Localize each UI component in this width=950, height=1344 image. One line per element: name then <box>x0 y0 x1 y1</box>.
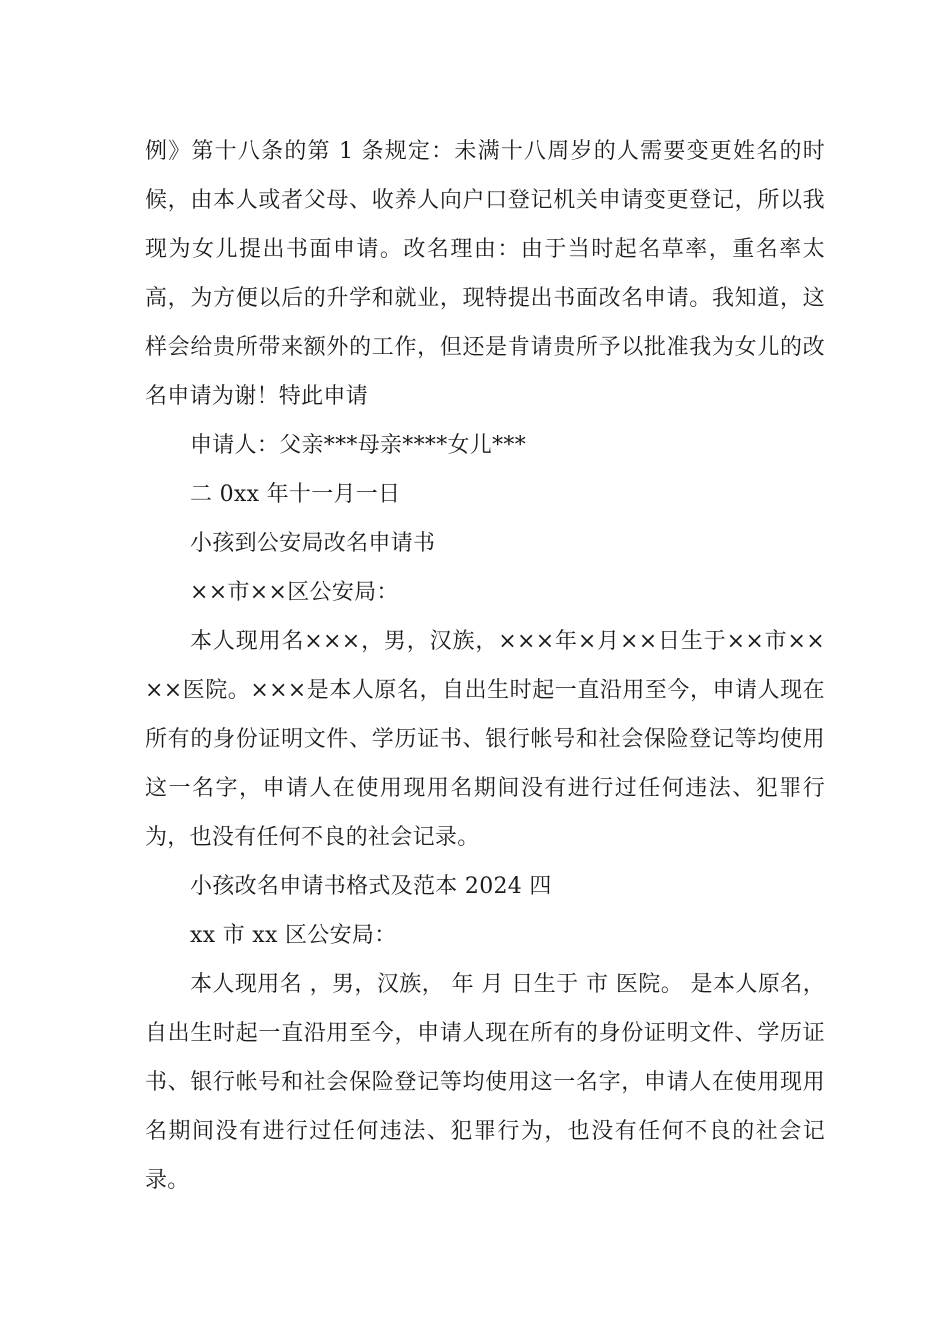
paragraph-date: 二 0xx 年十一月一日 <box>190 482 401 507</box>
paragraph-regulation-continuation: 例》第十八条的第 1 条规定：未满十八周岁的人需要变更姓名的时候，由本人或者父母、收养人向户口登记机关申请变更登记，所以我现为女儿提出书面申请。改名理由：由于当时起名草率，重名率太高，为方便以后的升学和就业，现特提出书面改名申请。我知道，这样会给贵所带来额外的工作，但还是肯请贵所予以批准我为女儿的改名申请为谢！特此申请 <box>145 139 825 409</box>
section-title-format-sample: 小孩改名申请书格式及范本 2024 四 <box>190 874 552 899</box>
paragraph-applicant-signature: 申请人：父亲***母亲****女儿*** <box>190 433 527 458</box>
paragraph-body-statement: 本人现用名×××，男，汉族，×××年×月××日生于××市××××医院。×××是本人原名，自出生时起一直沿用至今，申请人现在所有的身份证明文件、学历证书、银行帐号和社会保险登记等均使用这一名字，申请人在使用现用名期间没有进行过任何违法、犯罪行为，也没有任何不良的社会记录。 <box>145 629 825 850</box>
paragraph-body-statement-2: 本人现用名 ，男，汉族， 年 月 日生于 市 医院。 是本人原名，自出生时起一直沿用至今，申请人现在所有的身份证明文件、学历证书、银行帐号和社会保险登记等均使用这一名字，申请人在使用现用名期间没有进行过任何违法、犯罪行为，也没有任何不良的社会记录。 <box>145 972 825 1193</box>
section-title-child-rename: 小孩到公安局改名申请书 <box>190 531 436 556</box>
paragraph-addressee-2: xx 市 xx 区公安局： <box>190 923 397 948</box>
paragraph-addressee: ××市××区公安局： <box>190 580 399 605</box>
document-body <box>145 127 825 1205</box>
